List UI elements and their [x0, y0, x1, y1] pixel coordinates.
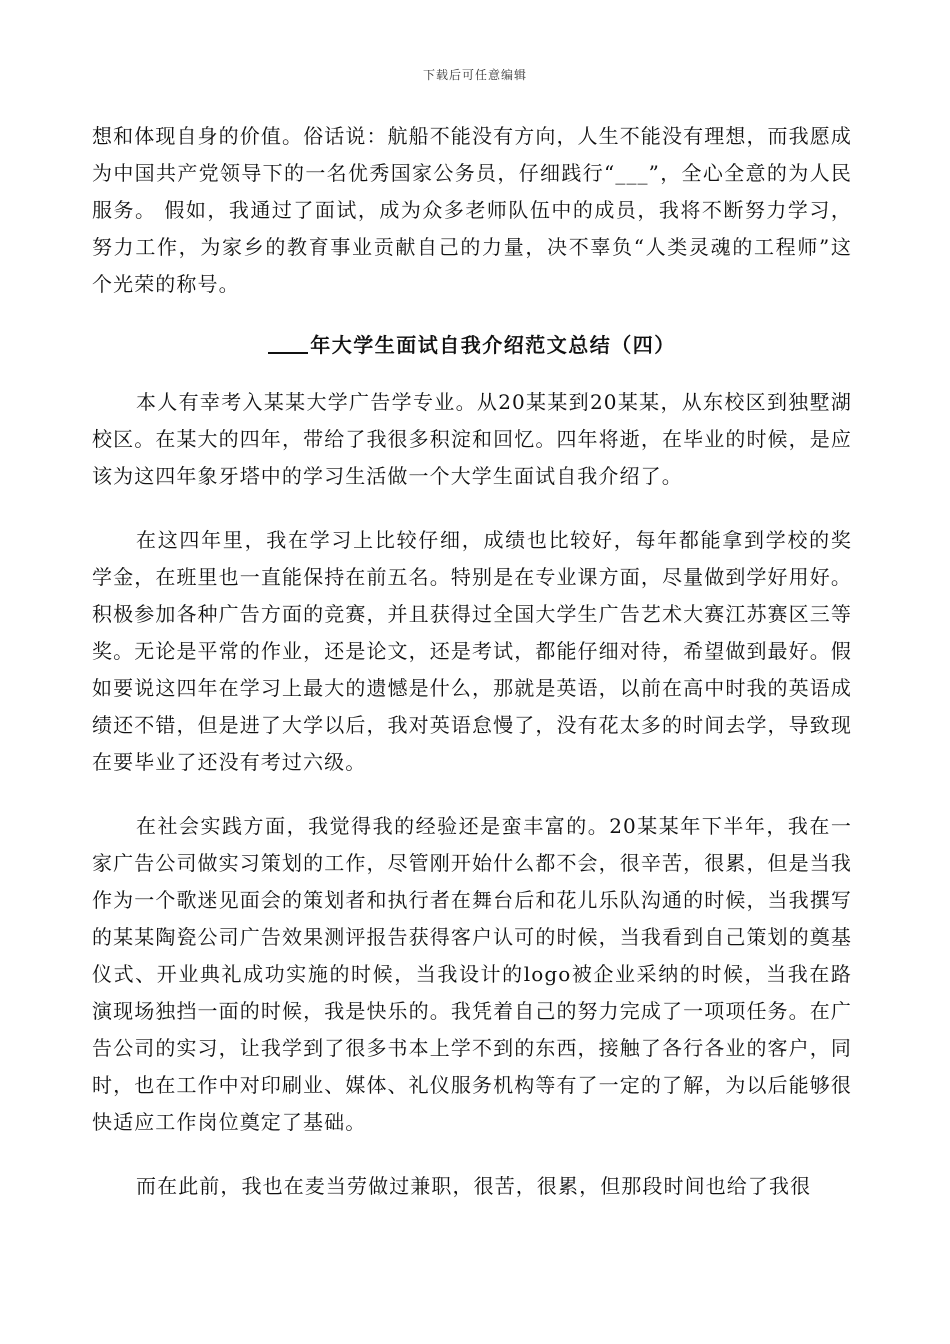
paragraph-parttime: 而在此前，我也在麦当劳做过兼职，很苦，很累，但那段时间也给了我很	[136, 1174, 812, 1198]
document-body	[92, 118, 852, 1205]
blank-underline	[268, 332, 308, 354]
paragraph-continuation: 想和体现自身的价值。俗话说：航船不能没有方向，人生不能没有理想，而我愿成为中国共产党领导下的一名优秀国家公务员，仔细践行“___”，全心全意的为人民服务。 假如，我通过了面试，成为众多老师队伍中的成员，我将不断努力学习，努力工作，为家乡的教育事业贡献自己的力量，决不辜负“人类灵魂的工程师”这个光荣的称号。	[92, 124, 852, 296]
section-heading	[92, 327, 852, 364]
paragraph-practice: 在社会实践方面，我觉得我的经验还是蛮丰富的。20某某年下半年，我在一家广告公司做实习策划的工作，尽管刚开始什么都不会，很辛苦，很累，但是当我作为一个歌迷见面会的策划者和执行者在舞台后和花儿乐队沟通的时候，当我撰写的某某陶瓷公司广告效果测评报告获得客户认可的时候，当我看到自己策划的奠基仪式、开业典礼成功实施的时候，当我设计的logo被企业采纳的时候，当我在路演现场独挡一面的时候，我是快乐的。我凭着自己的努力完成了一项项任务。在广告公司的实习，让我学到了很多书本上学不到的东西，接触了各行各业的客户，同时，也在工作中对印刷业、媒体、礼仪服务机构等有了一定的了解，为以后能够很快适应工作岗位奠定了基础。	[92, 814, 852, 1134]
section-heading-text: 年大学生面试自我介绍范文总结（四）	[310, 333, 676, 357]
paragraph-study: 在这四年里，我在学习上比较仔细，成绩也比较好，每年都能拿到学校的奖学金，在班里也一直能保持在前五名。特别是在专业课方面，尽量做到学好用好。积极参加各种广告方面的竞赛，并且获得过全国大学生广告艺术大赛江苏赛区三等奖。无论是平常的作业，还是论文，还是考试，都能仔细对待，希望做到最好。假如要说这四年在学习上最大的遗憾是什么，那就是英语，以前在高中时我的英语成绩还不错，但是进了大学以后，我对英语怠慢了，没有花太多的时间去学，导致现在要毕业了还没有考过六级。	[92, 528, 852, 774]
download-note: 下载后可任意编辑	[422, 68, 527, 82]
paragraph-intro: 本人有幸考入某某大学广告学专业。从20某某到20某某，从东校区到独墅湖校区。在某大的四年，带给了我很多积淀和回忆。四年将逝，在毕业的时候，是应该为这四年象牙塔中的学习生活做一个大学生面试自我介绍了。	[92, 390, 852, 488]
